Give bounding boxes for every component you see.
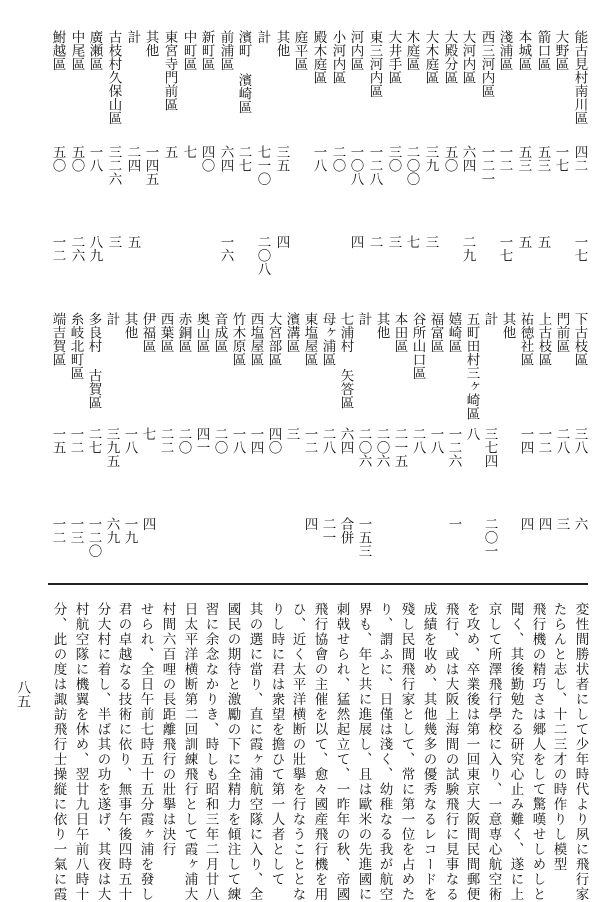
table-row-label: 古枝村久保山區 [105,30,122,125]
table-cell-value: 三二六 [105,145,122,186]
table-row-label: 七浦村 矢答區 [337,312,354,409]
table-cell-value: 一二 [67,427,84,454]
table-row-label: 庭平區 [291,30,308,71]
table-cell-value: 八 [463,427,480,441]
table-cell-count: 三 [385,235,402,249]
table-cell-value: 二〇 [211,427,228,454]
table-cell-count: 六 [571,517,588,531]
table-row-label: 大宮部區 [265,312,282,366]
text-column: 聞く、其後勤勉たる研究心止み難く、遂に上 [507,602,524,902]
table-cell-value: 六四 [459,145,476,172]
table-row-label: 小河内區 [329,30,346,84]
table-row-label: 其他 [373,312,390,339]
table-cell-count: 一二 [49,235,66,262]
table-row-label: 濱溝區 [283,312,300,353]
table-row-label: 中町區 [180,30,197,71]
table-cell-value: 七 [180,145,197,159]
table-cell-value: 二八 [409,427,426,454]
table-row-label: 東塩屋區 [301,312,318,366]
table-row-label: 大井手區 [385,30,402,84]
table-cell-value: 一二一 [478,145,495,186]
table-cell-value: 五〇 [441,145,458,172]
text-column: 分大村に着し、半ば其の功を遂げ、其夜は大 [94,602,111,902]
table-row-label: 其他 [273,30,290,57]
table-cell-count: 七 [403,235,420,249]
table-row-label: 廣瀬區 [86,30,103,71]
table-cell-value: 一四五 [142,145,159,186]
table-row-label: 鮒越區 [49,30,66,71]
section-divider [48,583,588,585]
table-cell-value: 三 [283,427,300,441]
table-cell-value: 五三 [534,145,551,172]
table-cell-value: 二八 [553,427,570,454]
table-row-label: 多良村 古賀區 [85,312,102,409]
page-number: 八五 [15,680,31,708]
table-row-label: 西塩屋區 [247,312,264,366]
text-column: せられ、全日午前七時五十五分霞ヶ浦を發し [137,602,154,902]
table-cell-count: 一六 [217,235,234,262]
table-cell-value: 二〇〇 [403,145,420,186]
table-row-label: 計 [103,312,120,326]
table-cell-count: 一九 [121,517,138,544]
table-cell-count: 四 [301,517,318,531]
text-column: 習に余念なかりき、時しも昭和三年二月廿八 [202,602,219,902]
table-cell-value: 二一五 [391,427,408,468]
table-cell-value: 七一〇 [254,145,271,186]
table-cell-value: 二二 [157,427,174,454]
table-cell-value: 六四 [217,145,234,172]
table-cell-value: 三九 [422,145,439,172]
table-row-label: 大木庭區 [422,30,439,84]
table-cell-value: 三九五 [103,427,120,468]
table-cell-value: 一二 [301,427,318,454]
table-cell-value: 四〇 [198,145,215,172]
table-cell-value: 三五 [273,145,290,172]
table-cell-value: 一二 [535,427,552,454]
text-column: 変性間勝状者にして少年時代より夙に飛行家 [572,602,589,902]
table-cell-value: 五三 [515,145,532,172]
table-cell-value: 一八 [229,427,246,454]
table-cell-count: 四 [517,517,534,531]
table-row-label: 西三河内區 [478,30,495,98]
table-row-label: 前浦區 [217,30,234,71]
table-row-label: 大殿分區 [441,30,458,84]
table-cell-count: 三 [105,235,122,249]
text-column: 飛行機の精巧さは郷人をして驚嘆せしめしと [529,602,546,902]
table-cell-count: 五 [124,235,141,249]
table-cell-value: 五〇 [49,145,66,172]
table-cell-count: 三 [553,517,570,531]
table-cell-count: 二六 [68,235,85,262]
table-cell-count: 二九 [459,235,476,262]
table-row-label: 計 [481,312,498,326]
table-cell-count: 一二〇 [85,517,102,558]
table-row-label: 中尾區 [68,30,85,71]
table-cell-value: 一五 [49,427,66,454]
table-row-label: 奥山區 [193,312,210,353]
table-cell-value: 六四 [337,427,354,454]
table-cell-count: 四 [347,235,364,249]
table-row-label: 淺浦區 [496,30,513,71]
table-cell-count: 一五三 [355,517,372,558]
table-cell-count: 五 [534,235,551,249]
table-row-label: 其他 [121,312,138,339]
table-cell-value: 四一 [193,427,210,454]
text-column: 君の卓越なる技術に依り、無事午後四時五十 [115,602,132,902]
table-cell-value: 三八 [571,427,588,454]
table-cell-count: 四 [139,517,156,531]
table-row-label: 赤銅區 [175,312,192,353]
text-column: りし時に君は衆望を擔ひて第一人者として [268,602,285,887]
table-cell-count: 三 [422,235,439,249]
table-row-label: 大河内區 [459,30,476,84]
table-cell-value: 四二 [571,145,588,172]
table-cell-value: 五〇 [68,145,85,172]
table-row-label: 下古枝區 [571,312,588,366]
table-cell-value: 二〇 [329,145,346,172]
table-cell-count: 二〇一 [481,517,498,558]
table-cell-count: 六九 [103,517,120,544]
table-row-label: 福富區 [427,312,444,353]
table-row-label: 上古枝區 [535,312,552,366]
table-row-label: 五町田村三ヶ崎區 [463,312,480,420]
table-row-label: 門前區 [553,312,570,353]
table-row-label: 西葉區 [157,312,174,353]
table-cell-value: 二七 [235,145,252,172]
text-column: 飛行、或は大阪上海間の試験飛行に見事なる [442,602,459,902]
table-row-label: 嬉崎區 [445,312,462,353]
table-cell-value: 三七四 [481,427,498,468]
text-column: 飛行協會の主催を以て、愈々國産飛行機を用 [311,602,328,902]
table-cell-value: 一二六 [445,427,462,468]
text-column: 日太平洋横断第二回訓練飛行として霞ヶ浦大 [181,602,198,902]
table-row-label: 河内區 [347,30,364,71]
table-cell-value: 一四 [247,427,264,454]
table-row-label: 殿木庭區 [310,30,327,84]
table-cell-count: 一三 [67,517,84,544]
table-cell-value: 一四 [517,427,534,454]
table-cell-count: 五 [515,235,532,249]
text-column: 村航空隊に機翼を休め、翌廿九日午前八時十 [72,602,89,902]
table-row-label: 東三河内區 [366,30,383,98]
text-column: り、謂ふに、日僅は淺く、幼稚なる我が航空 [376,602,393,902]
table-row-label: 其他 [142,30,159,57]
table-row-label: 木庭區 [403,30,420,71]
table-cell-count: 二 [366,235,383,249]
table-cell-value: 一二八 [366,145,383,186]
table-cell-value: 二〇六 [373,427,390,468]
text-column: 殘し民間飛行家として、常に第一位を占めた [398,602,415,902]
table-cell-count: 一二 [49,517,66,544]
table-row-label: 音成區 [211,312,228,353]
table-row-label: 大野區 [552,30,569,71]
table-row-label: 本田區 [391,312,408,353]
text-column: 界も、年と共に進展し、且は歐米の先進國に [355,602,372,902]
table-cell-value: 二七 [85,427,102,454]
text-column: を攻め、卒業後は第一回東京大阪間民間郵便 [463,602,480,902]
table-cell-value: 一七 [552,145,569,172]
table-row-label: 竹木原區 [229,312,246,366]
table-cell-value: 五 [161,145,178,159]
table-cell-count: 一七 [496,235,513,262]
table-cell-value: 一二 [496,145,513,172]
table-row-label: 祐徳社區 [517,312,534,366]
table-row-label: 端吉賀區 [49,312,66,366]
table-cell-count: 四 [535,517,552,531]
table-row-label: 箭口區 [534,30,551,71]
table-cell-count: 二〇八 [254,235,271,276]
table-row-label: 本城區 [515,30,532,71]
table-cell-value: 一八 [86,145,103,172]
text-column: 國民の期待と激勵の下に全精力を傾注して練 [224,602,241,902]
table-row-label: 能古見村南川區 [571,30,588,125]
text-column: 京して所澤飛行學校に入り、一意専心航空術 [485,602,502,902]
text-column: ひ、近く太平洋横断の壯擧を行なうこととな [289,602,306,902]
table-cell-value: 一八 [121,427,138,454]
table-row-label: 新町區 [198,30,215,71]
table-row-label: 其他 [499,312,516,339]
table-row-label: 計 [124,30,141,44]
text-column: 村間六百哩の長距離飛行の壯擧は決行 [159,602,176,857]
table-row-label: 谷所山口區 [409,312,426,380]
table-row-label: 伊福區 [139,312,156,353]
table-cell-value: 二八 [319,427,336,454]
table-cell-count: 八九 [86,235,103,262]
table-row-label: 計 [355,312,372,326]
text-column: たらんと志し、十二三才の時作りし模型 [550,602,567,872]
table-cell-value: 七 [139,427,156,441]
table-row-label: 東宮寺門前區 [161,30,178,111]
table-cell-value: 三〇 [385,145,402,172]
table-row-label: 糸岐北町區 [67,312,84,380]
table-cell-value: 一八 [310,145,327,172]
table-row-label: 濱町 濱崎區 [235,30,252,114]
table-cell-value: 二四 [124,145,141,172]
text-column: 其の選に當り、直に霞ヶ浦航空隊に入り、全 [246,602,263,902]
text-column: 分、此の度は諏訪飛行士操縦に依り一氣に霞 [50,602,67,902]
table-cell-count: 合併 [337,517,354,544]
table-cell-count: 一 [445,517,462,531]
table-cell-value: 四〇 [265,427,282,454]
table-cell-value: 二〇 [175,427,192,454]
table-cell-value: 一八 [427,427,444,454]
table-row-label: 計 [254,30,271,44]
text-column: 成績を收め、其他幾多の優秀なるレコードを [420,602,437,902]
text-column: 刺戟せられ、猛然起立て、一昨年の秋、帝國 [333,602,350,902]
table-cell-count: 二一 [319,517,336,544]
table-cell-value: 二〇六 [355,427,372,468]
table-cell-count: 一七 [571,235,588,262]
table-row-label: 母ヶ浦區 [319,312,336,366]
table-cell-value: 一〇八 [347,145,364,186]
table-cell-count: 四 [273,235,290,249]
